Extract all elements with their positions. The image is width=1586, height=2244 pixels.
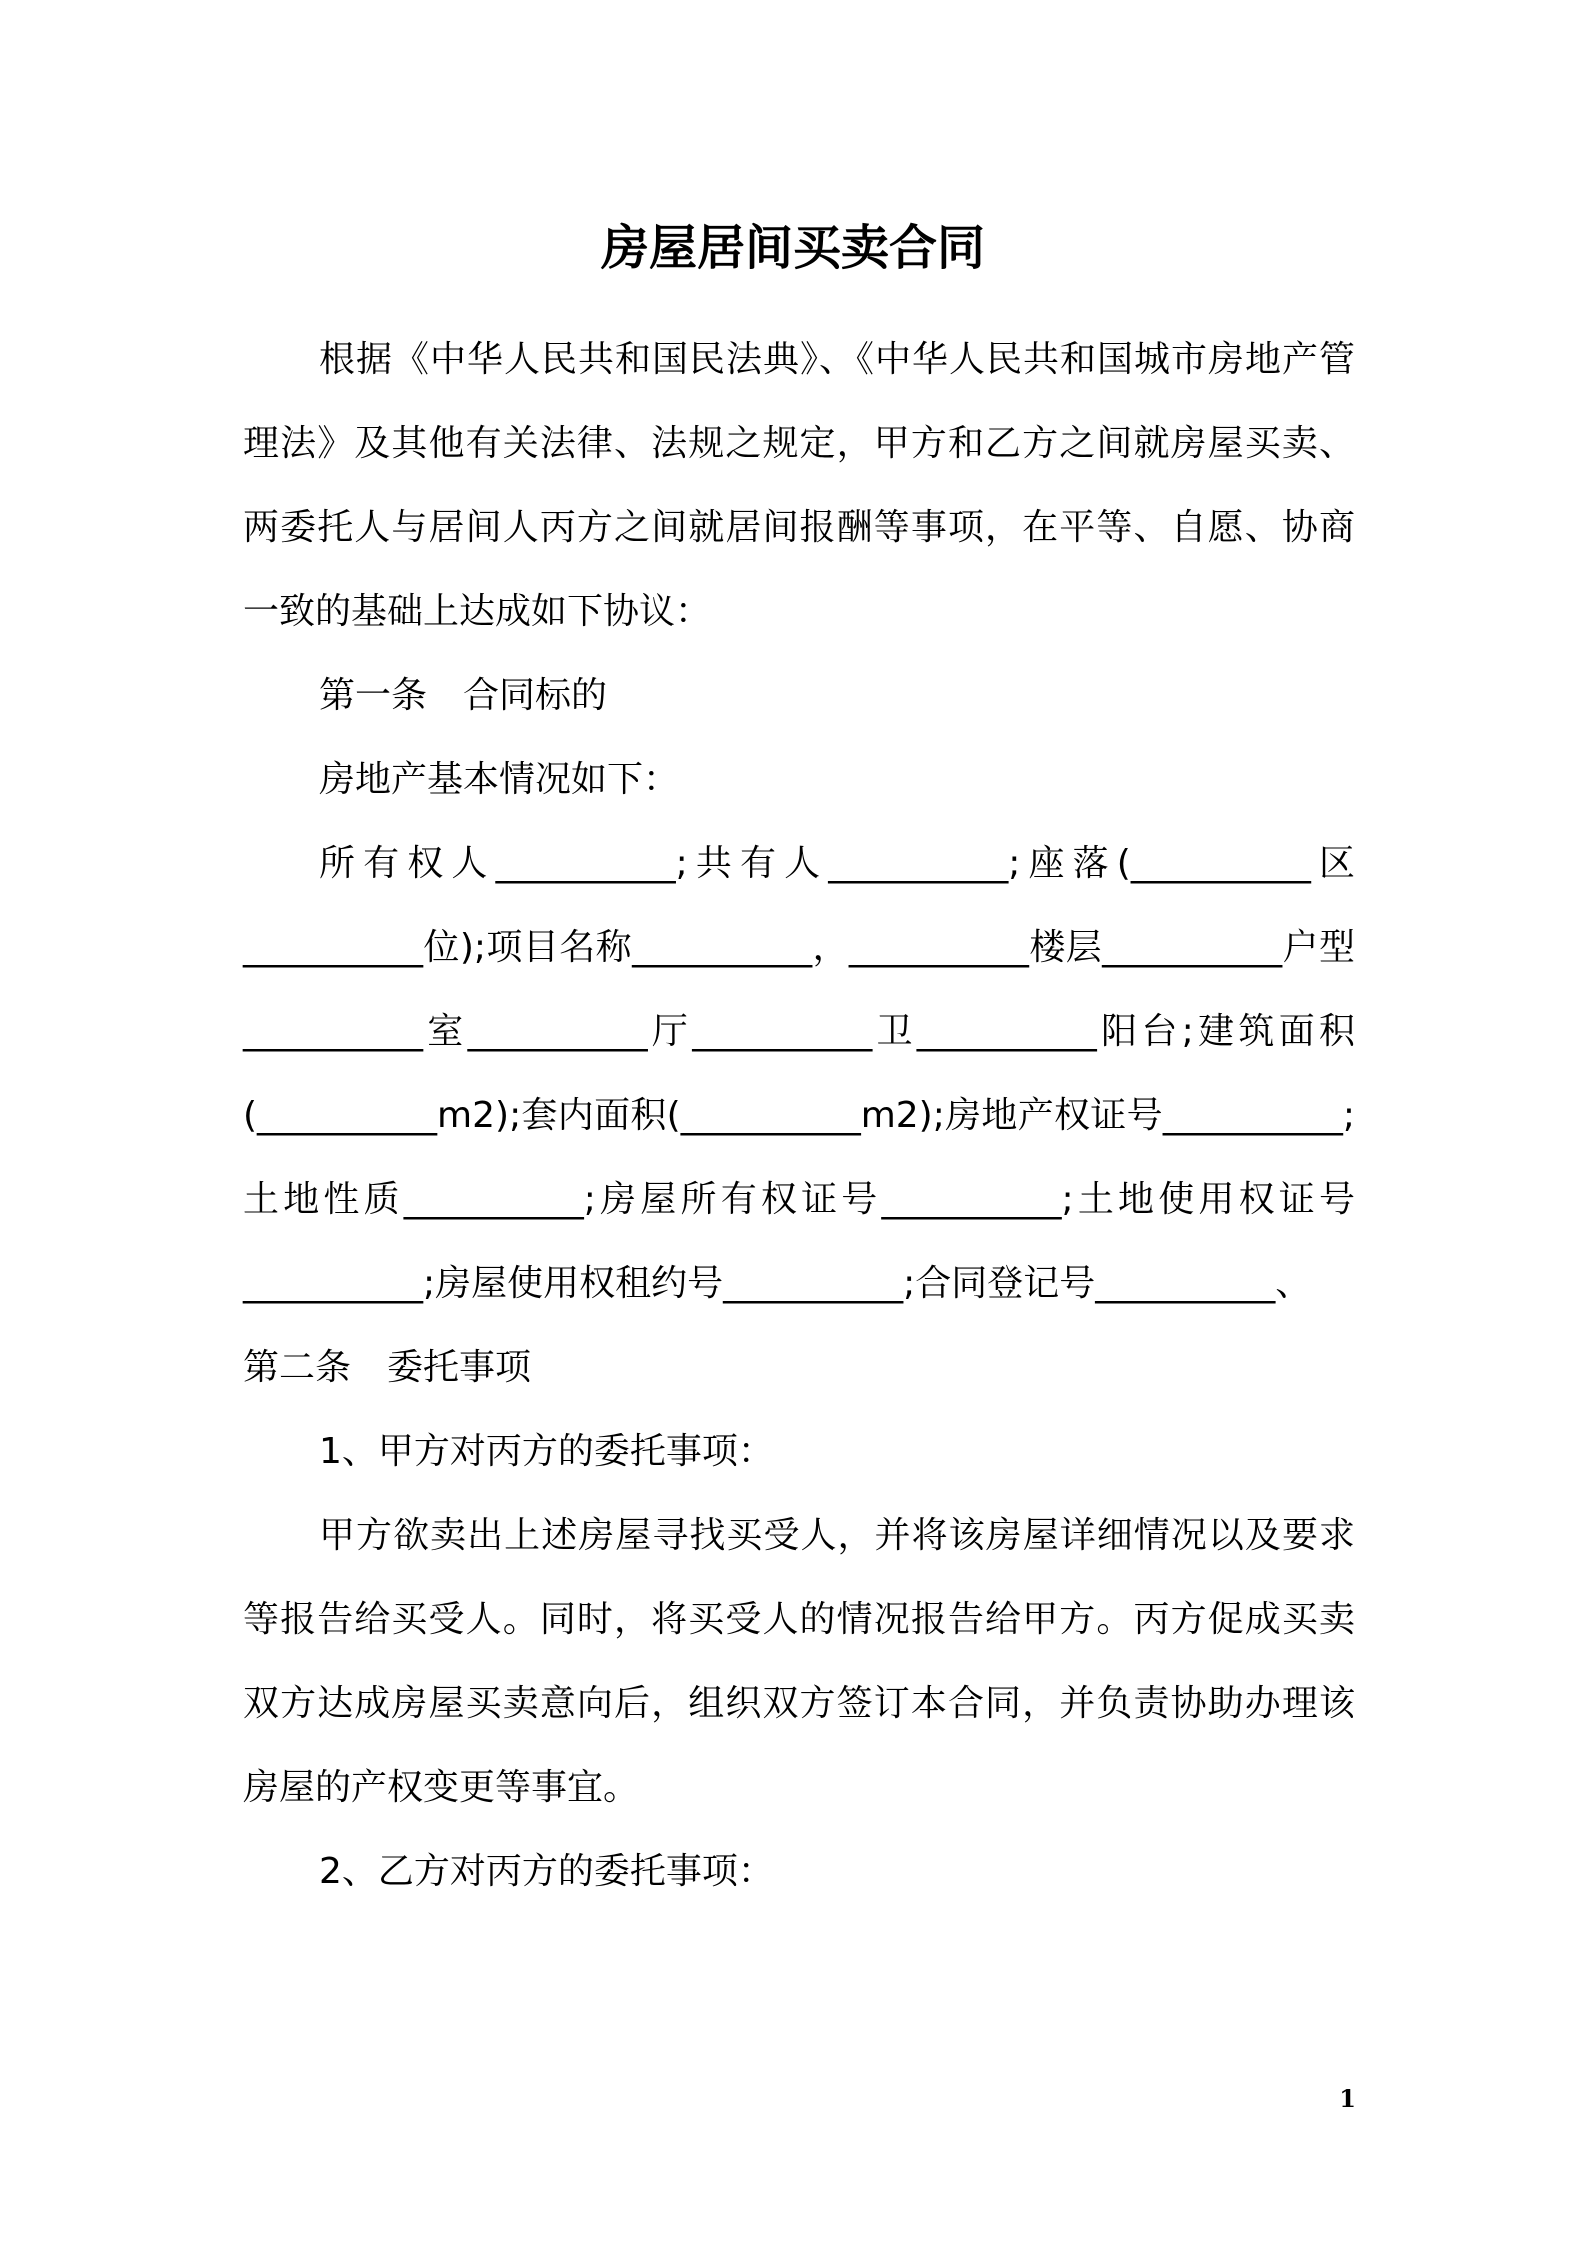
article-1-heading: 第一条 合同标的 [319,675,608,716]
clause-1-paragraph: 甲方欲卖出上述房屋寻找买受人，并将该房屋详细情况以及要求等报告给买受人。同时，将买受人的情况报告给甲方。丙方促成买卖双方达成房屋买卖意向后，组织双方签订本合同，并负责协助办理该房屋的产权变更等事宜。 [243,1515,1355,1808]
page-number: 1 [1339,2084,1356,2113]
clause-1-heading: 1、甲方对丙方的委托事项： [319,1431,774,1472]
preamble-paragraph: 根据《中华人民共和国民法典》、《中华人民共和国城市房地产管理法》及其他有关法律、法规之规定，甲方和乙方之间就房屋买卖、两委托人与居间人丙方之间就居间报酬等事项，在平等、自愿、协商一致的基础上达成如下协议： [243,339,1355,632]
property-info-intro: 房地产基本情况如下： [319,759,680,800]
article-2-heading: 第二条 委托事项 [243,1347,532,1388]
property-details-paragraph: 所有权人__________;共有人__________;座落(__________区__________位);项目名称__________，__________楼层__________户型__________室__________厅__________卫__________阳台;建筑面积(__________m2);套内面积(__________m2);房地产权证号__________;土地性质__________;房屋所有权证号__________;土地使用权证号__________;房屋使用权租约号__________;合同登记号__________、 [243,843,1355,1304]
clause-2-heading: 2、乙方对丙方的委托事项： [319,1851,774,1892]
document-title: 房屋居间买卖合同 [600,220,985,276]
document-body [243,318,1355,1914]
